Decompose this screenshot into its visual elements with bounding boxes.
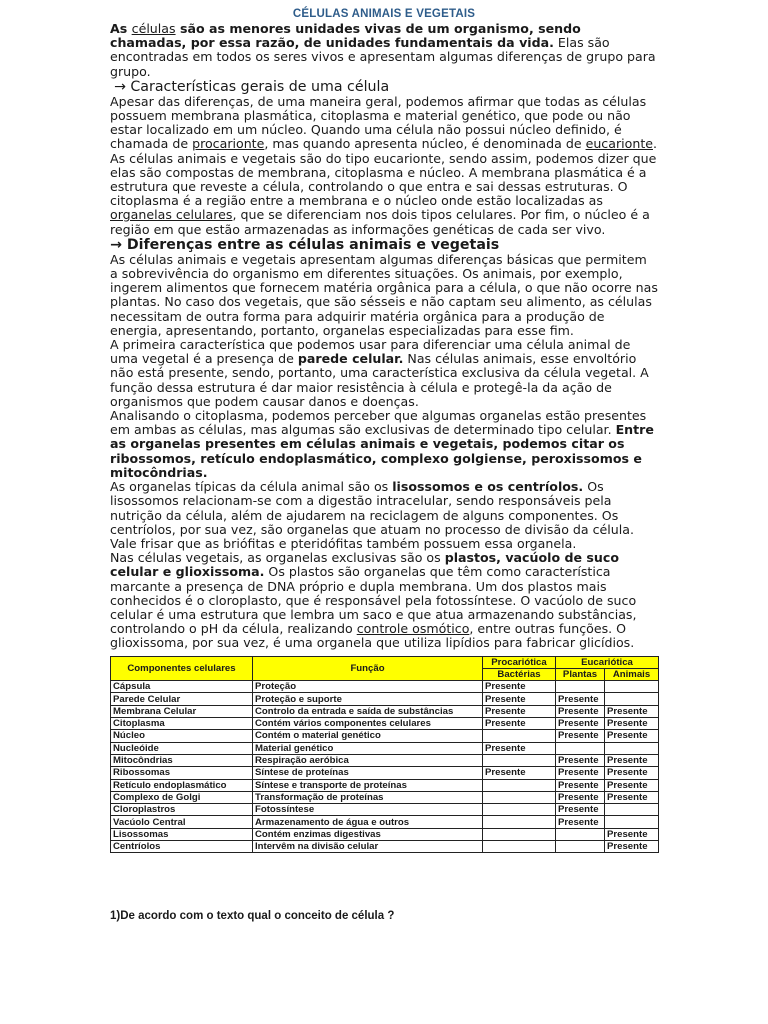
section2-para2	[110, 338, 658, 409]
table-cell: Presente	[556, 816, 605, 828]
table-cell: Presente	[556, 730, 605, 742]
table-cell	[483, 791, 556, 803]
section2-para5-text: Nas células vegetais, as organelas exclusivas são os	[110, 550, 445, 566]
link-organelas[interactable]: organelas celulares	[110, 207, 233, 223]
section2-para4-text-b: Os lisossomos relacionam-se com a digestão intracelular, sendo responsáveis pela nutrição da célula, além de ajudarem na reciclagem de alguns componentes. Os centríolos, por sua vez, são organelas que atuam no processo de divisão da célula. Vale frisar que as briófitas e pteridófitas também possuem essa organela.	[110, 479, 634, 551]
section2-para5-text-c: , entre outras funções. O glioxissoma, por sua vez, é uma organela que utiliza lipídios para fabricar glicídios.	[110, 621, 635, 651]
section1-para2-text: As células animais e vegetais são do tipo eucarionte, sendo assim, podemos dizer que elas são compostas de membrana, citoplasma e núcleo. A membrana plasmática é a estrutura que reveste a célula, controlando o que entra e sai dessas estruturas. O citoplasma é a região entre a membrana e o núcleo onde estão localizadas as	[110, 150, 657, 209]
table-row	[111, 816, 659, 828]
table-cell	[556, 681, 605, 693]
table-cell: Presente	[556, 705, 605, 717]
table-cell: Presente	[556, 754, 605, 766]
table-cell: Retículo endoplasmático	[111, 779, 253, 791]
link-eucarionte[interactable]: eucarionte	[585, 136, 653, 152]
section2-para5	[110, 551, 658, 650]
table-header-row-1	[111, 656, 659, 668]
section2-para2-bold: parede celular.	[297, 351, 404, 367]
table-cell: Nucleóide	[111, 742, 253, 754]
section2-para2-text: A primeira característica que podemos usar para diferenciar uma célula animal de uma vegetal é a presença de	[110, 337, 631, 367]
table-cell: Citoplasma	[111, 718, 253, 730]
table-cell: Síntese e transporte de proteínas	[253, 779, 483, 791]
table-cell: Presente	[605, 754, 659, 766]
header-animais: Animais	[605, 668, 659, 680]
table-cell: Presente	[483, 681, 556, 693]
table-cell: Proteção	[253, 681, 483, 693]
table-cell: Presente	[483, 693, 556, 705]
link-procarionte[interactable]: procarionte	[192, 136, 265, 152]
section1-para1-text-c: .	[653, 136, 658, 152]
section2-para4	[110, 480, 658, 551]
table-cell: Cápsula	[111, 681, 253, 693]
section1-heading: → Características gerais de uma célula	[114, 78, 390, 95]
table-cell: Presente	[483, 742, 556, 754]
header-plantas: Plantas	[556, 668, 605, 680]
header-eucariotica: Eucariótica	[556, 656, 659, 668]
section2-heading: → Diferenças entre as células animais e vegetais	[110, 236, 500, 253]
section2-para5-bold: plastos, vacúolo de suco celular e glioxissoma.	[110, 550, 620, 580]
table-cell: Presente	[556, 767, 605, 779]
components-table	[110, 656, 659, 854]
table-cell: Presente	[556, 779, 605, 791]
link-celulas[interactable]: células	[131, 21, 176, 36]
section2-para3	[110, 409, 658, 480]
table-cell: Respiração aeróbica	[253, 754, 483, 766]
intro-paragraph	[110, 22, 658, 79]
header-bacterias: Bactérias	[483, 668, 556, 680]
section1-para1-text-b: , mas quando apresenta núcleo, é denominada de	[264, 136, 586, 152]
question-1: 1)De acordo com o texto qual o conceito de célula ?	[110, 910, 395, 922]
table-cell	[483, 828, 556, 840]
section2-para2-text-b: Nas células animais, esse envoltório não está presente, sendo, portanto, uma característica exclusiva da célula vegetal. A função dessa estrutura é dar maior resistência à célula e protegê-la da ação de organismos que podem causar danos e doenças.	[110, 351, 649, 409]
table-cell: Fotossíntese	[253, 804, 483, 816]
table-row	[111, 779, 659, 791]
table-body	[111, 681, 659, 853]
table-cell: Intervêm na divisão celular	[253, 840, 483, 852]
table-row	[111, 767, 659, 779]
table-cell: Controlo da entrada e saída de substâncias	[253, 705, 483, 717]
table-cell	[605, 816, 659, 828]
table-row	[111, 742, 659, 754]
table-cell: Vacúolo Central	[111, 816, 253, 828]
table-cell	[483, 816, 556, 828]
table-row	[111, 705, 659, 717]
table-cell: Presente	[483, 705, 556, 717]
table-cell	[483, 779, 556, 791]
table-row	[111, 730, 659, 742]
table-cell	[483, 804, 556, 816]
table-cell: Presente	[556, 791, 605, 803]
table-cell: Presente	[605, 718, 659, 730]
table-cell: Membrana Celular	[111, 705, 253, 717]
table-cell: Contém enzimas digestivas	[253, 828, 483, 840]
table-cell: Contém o material genético	[253, 730, 483, 742]
table-row	[111, 840, 659, 852]
table-cell: Presente	[605, 828, 659, 840]
intro-text-1: As	[110, 21, 132, 36]
table-cell: Ribossomas	[111, 767, 253, 779]
header-procariotica: Procariótica	[483, 656, 556, 668]
table-cell	[556, 840, 605, 852]
table-cell	[556, 828, 605, 840]
table-cell	[556, 742, 605, 754]
header-funcao: Função	[253, 656, 483, 681]
document-title: CÉLULAS ANIMAIS E VEGETAIS	[292, 8, 476, 20]
link-controle-osmotico[interactable]: controle osmótico	[356, 621, 470, 637]
table-cell: Presente	[483, 718, 556, 730]
table-cell: Cloroplastros	[111, 804, 253, 816]
table-cell: Presente	[605, 791, 659, 803]
section2-para4-text: As organelas típicas da célula animal são os	[110, 479, 393, 495]
document-page	[110, 8, 658, 853]
section1-para1-text: Apesar das diferenças, de uma maneira geral, podemos afirmar que todas as células possuem membrana plasmática, citoplasma e material genético, que pode ou não estar localizado em um núcleo. Quando uma célula não possui núcleo definido, é chamada de	[110, 93, 647, 152]
table-cell: Armazenamento de água e outros	[253, 816, 483, 828]
table-cell: Presente	[605, 840, 659, 852]
table-row	[111, 681, 659, 693]
table-cell: Mitocôndrias	[111, 754, 253, 766]
table-cell: Proteção e suporte	[253, 693, 483, 705]
table-cell: Transformação de proteínas	[253, 791, 483, 803]
table-cell: Contém vários componentes celulares	[253, 718, 483, 730]
section2-para1: As células animais e vegetais apresentam algumas diferenças básicas que permitem a sobrevivência do organismo em diferentes situações. Os animais, por exemplo, ingerem alimentos que fornecem matéria orgânica para a célula, o que não ocorre nas plantas. No caso dos vegetais, que são sésseis e não captam seu alimento, as células necessitam de outra forma para adquirir matéria orgânica para a produção de energia, apresentando, portanto, organelas especializadas para esse fim.	[110, 251, 658, 338]
table-cell	[605, 681, 659, 693]
table-row	[111, 828, 659, 840]
table-cell	[605, 693, 659, 705]
table-cell: Lisossomas	[111, 828, 253, 840]
section2-para5-text-b: Os plastos são organelas que têm como característica marcante a presença de DNA próprio e dupla membrana. Um dos plastos mais conhecidos é o cloroplasto, que é responsável pela fotossíntese. O vacúolo de suco celular é uma estrutura que lembra um saco e que atua armazenando substâncias, controlando o pH da célula, realizando	[110, 564, 637, 637]
table-cell: Parede Celular	[111, 693, 253, 705]
section1-para1	[110, 95, 658, 152]
intro-text-2: são as menores unidades vivas de um organismo, sendo chamadas, por essa razão, de unidades fundamentais da vida.	[110, 21, 581, 51]
table-cell	[483, 730, 556, 742]
section1-para2-text-b: , que se diferenciam nos dois tipos celulares. Por fim, o núcleo é a região em que estão armazenadas as informações genéticas de cada ser vivo.	[110, 207, 650, 237]
table-cell: Material genético	[253, 742, 483, 754]
section2-para3-bold: Entre as organelas presentes em células animais e vegetais, podemos citar os ribossomos, retículo endoplasmático, complexo golgiense, peroxissomos e mitocôndrias.	[110, 422, 654, 480]
table-cell: Presente	[605, 767, 659, 779]
table-row	[111, 791, 659, 803]
table-cell: Núcleo	[111, 730, 253, 742]
table-cell: Presente	[483, 767, 556, 779]
header-componentes: Componentes celulares	[111, 656, 253, 681]
table-cell: Presente	[556, 804, 605, 816]
table-cell: Presente	[556, 693, 605, 705]
table-cell	[483, 754, 556, 766]
table-cell: Presente	[605, 705, 659, 717]
table-cell: Presente	[605, 779, 659, 791]
table-cell	[605, 804, 659, 816]
intro-text-3: Elas são encontradas em todos os seres vivos e apresentam algumas diferenças de grupo para grupo.	[110, 35, 656, 79]
table-cell: Síntese de proteínas	[253, 767, 483, 779]
table-cell	[483, 840, 556, 852]
table-cell: Presente	[556, 718, 605, 730]
table-cell: Presente	[605, 730, 659, 742]
section2-para4-bold: lisossomos e os centríolos.	[392, 479, 584, 495]
section2-para3-text: Analisando o citoplasma, podemos perceber que algumas organelas estão presentes em ambas as células, mas algumas são exclusivas de determinado tipo celular.	[110, 408, 647, 438]
section1-para2	[110, 152, 658, 237]
table-cell: Centríolos	[111, 840, 253, 852]
table-row	[111, 718, 659, 730]
table-row	[111, 804, 659, 816]
table-cell	[605, 742, 659, 754]
table-row	[111, 693, 659, 705]
table-cell: Complexo de Golgi	[111, 791, 253, 803]
table-row	[111, 754, 659, 766]
